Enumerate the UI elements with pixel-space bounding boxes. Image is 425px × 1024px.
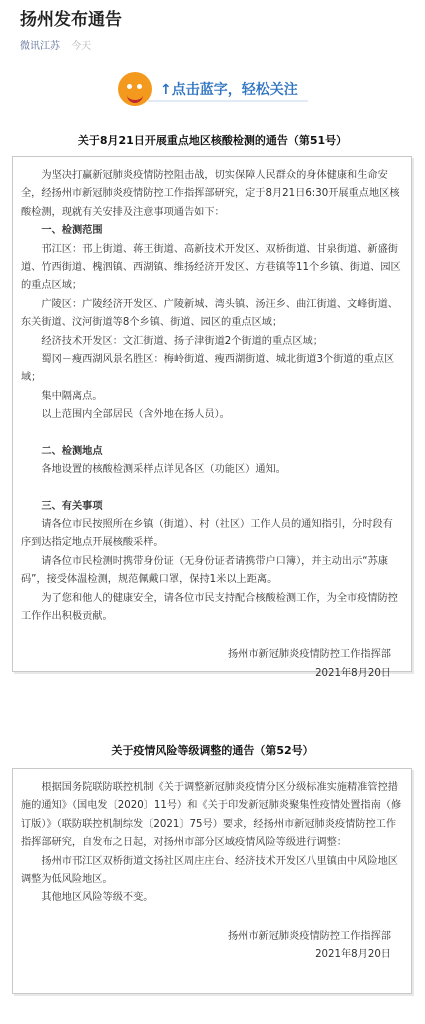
section-heading: 一、检测范围 <box>41 225 103 237</box>
notice-signature: 扬州市新冠肺炎疫情防控工作指挥部 <box>228 649 391 661</box>
smiling-mascot-icon <box>118 72 152 106</box>
notice-51-intro: 为坚决打赢新冠肺炎疫情防控阻击战，切实保障人民群众的身体健康和生命安全，经扬州市新冠肺炎疫情防控工作指挥部研究，定于8月21日6:30开展重点地区核酸检测，现就有关安排及注意事项通告如下： <box>21 170 400 218</box>
notice-signature: 扬州市新冠肺炎疫情防控工作指挥部 <box>228 930 391 942</box>
list-item: 广陵区：广陵经济开发区、广陵新城、湾头镇、汤汪乡、曲江街道、文峰街道、东关街道、汶河街道等8个乡镇、街道、园区的重点区域； <box>21 298 398 329</box>
follow-banner-text: ↑点击蓝字，轻松关注 <box>160 82 298 98</box>
notice-52-box <box>12 768 412 994</box>
paragraph: 根据国务院联防联控机制《关于调整新冠肺炎疫情分区分级标准实施精准管控措施的通知》（国电发〔2020〕11号）和《关于印发新冠肺炎聚集性疫情处置指南（修订版）》（联防联控机制综发〔2021〕75号）要求，经扬州市新冠肺炎疫情防控工作指挥部研究，自发布之日起，对扬州市部分区域疫情风险等级进行调整： <box>21 782 402 849</box>
article-header <box>20 8 405 54</box>
author-link[interactable]: 微讯江苏 <box>20 41 60 52</box>
notice-52-title: 关于疫情风险等级调整的通告（第52号） <box>111 744 314 757</box>
paragraph: 其他地区风险等级不变。 <box>41 892 154 904</box>
section-heading: 二、检测地点 <box>41 445 103 457</box>
list-item: 以上范围内全部居民（含外地在扬人员）。 <box>41 409 230 421</box>
article-meta <box>20 40 405 54</box>
notice-51-box <box>12 156 412 679</box>
notice-51-title: 关于8月21日开展重点地区核酸检测的通告（第51号） <box>77 134 348 147</box>
list-item: 集中隔离点。 <box>41 390 103 402</box>
list-item: 经济技术开发区：文汇街道、扬子津街道2个街道的重点区域； <box>41 335 323 347</box>
publish-date: 今天 <box>71 41 92 52</box>
list-item: 邗江区：邗上街道、蒋王街道、高新技术开发区、双桥街道、甘泉街道、新盛街道、竹西街道、槐泗镇、西湖镇、维扬经济开发区、方巷镇等11个乡镇、街道、园区的重点区域； <box>21 243 401 292</box>
article-title: 扬州发布通告 <box>20 10 122 30</box>
follow-banner[interactable] <box>118 70 318 110</box>
list-item: 为了您和他人的健康安全，请各位市民支持配合核酸检测工作，为全市疫情防控工作作出积极贡献。 <box>21 592 398 622</box>
paragraph: 各地设置的核酸检测采样点详见各区（功能区）通知。 <box>41 464 286 476</box>
banner-divider <box>148 100 308 102</box>
paragraph: 扬州市邗江区双桥街道文扬社区周庄庄台、经济技术开发区八里镇由中风险地区调整为低风险地区。 <box>21 855 398 886</box>
section-heading: 三、有关事项 <box>41 500 103 512</box>
list-item: 请各位市民按照所在乡镇（街道）、村（社区）工作人员的通知指引，分时段有序到达指定地点开展核酸采样。 <box>21 518 393 549</box>
list-item: 请各位市民检测时携带身份证（无身份证者请携带户口簿），并主动出示“苏康码”，接受体温检测，规范佩戴口罩，保持1米以上距离。 <box>21 555 388 586</box>
notice-date: 2021年8月20日 <box>315 667 391 679</box>
list-item: 蜀冈－瘦西湖风景名胜区：梅岭街道、瘦西湖街道、城北街道3个街道的重点区域； <box>21 354 395 384</box>
notice-date: 2021年8月20日 <box>315 949 391 961</box>
